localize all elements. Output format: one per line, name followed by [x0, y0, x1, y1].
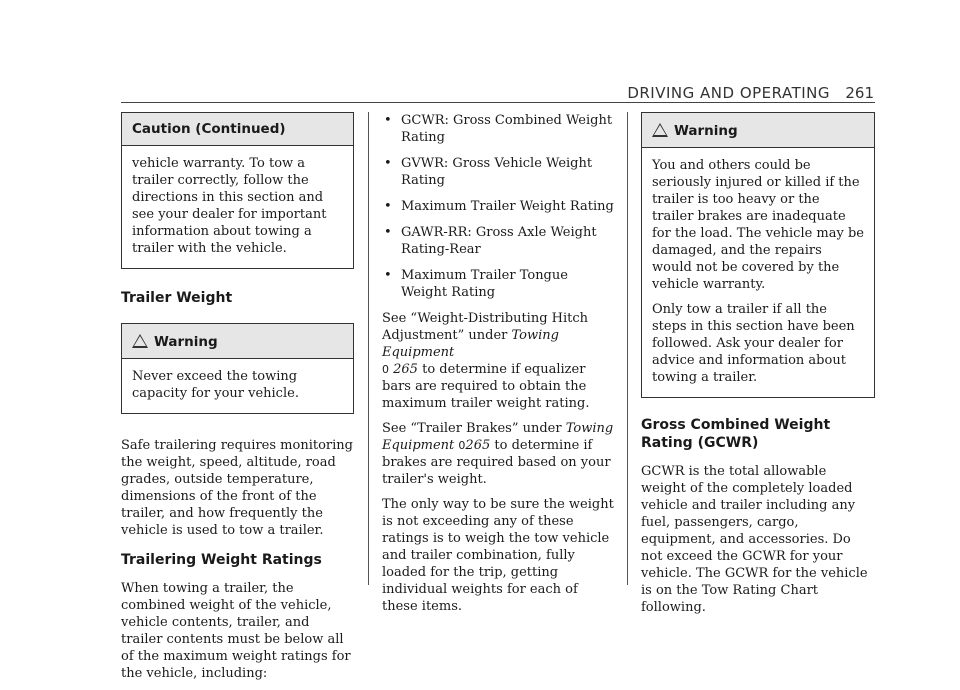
page-reference[interactable]: 265 — [393, 362, 418, 377]
column-divider — [368, 112, 369, 585]
column-divider — [627, 112, 628, 585]
header-rule — [121, 102, 875, 103]
page-ref-arrow-icon: 0 — [382, 363, 389, 376]
warning-box — [641, 112, 875, 398]
warning-text: Never exceed the towing capacity for your vehicle. — [132, 369, 299, 401]
cross-reference-link[interactable]: Towing Equipment — [382, 328, 559, 360]
paragraph: When towing a trailer, the combined weight of the vehicle, vehicle contents, trailer, and trailer contents must be below all of the maximum weight ratings for the vehicle, including: — [121, 581, 351, 681]
list-item: • GAWR-RR: Gross Axle Weight Rating-Rear — [382, 224, 614, 258]
cross-reference-link[interactable]: Towing Equipment — [382, 421, 614, 453]
weight-ratings-list — [382, 112, 614, 301]
warning-text: Only tow a trailer if all the steps in this section have been followed. Ask your dealer for advice and information about towing a trailer. — [652, 302, 855, 385]
caution-text: vehicle warranty. To tow a trailer correctly, follow the directions in this section and see your dealer for important information about towing a trailer with the vehicle. — [132, 156, 327, 256]
warning-title: Warning — [674, 123, 738, 139]
page-number: 261 — [845, 84, 874, 102]
warning-header — [122, 324, 353, 359]
list-item: • GVWR: Gross Vehicle Weight Rating — [382, 155, 614, 189]
paragraph: GCWR is the total allowable weight of the completely loaded vehicle and trailer including any fuel, passengers, cargo, equipment, and accessories. Do not exceed the GCWR for your vehicle. The GCWR for the vehicle is on the Tow Rating Chart following. — [641, 464, 868, 615]
column-2 — [382, 112, 614, 623]
page-ref-arrow-icon: 0 — [458, 439, 466, 452]
heading-gcwr: Gross Combined Weight Rating (GCWR) — [641, 417, 831, 451]
paragraph: Safe trailering requires monitoring the weight, speed, altitude, road grades, outside temperature, dimensions of the front of the trailer, and how frequently the vehicle is used to tow a trailer. — [121, 438, 353, 538]
caution-title: Caution (Continued) — [122, 113, 353, 146]
warning-header — [642, 113, 874, 148]
warning-icon — [132, 334, 148, 348]
heading-trailer-weight: Trailer Weight — [121, 290, 233, 306]
warning-box — [121, 323, 354, 414]
column-1 — [121, 112, 354, 690]
list-item: • Maximum Trailer Tongue Weight Rating — [382, 267, 614, 301]
caution-box — [121, 112, 354, 269]
warning-title: Warning — [154, 334, 218, 350]
list-item: • Maximum Trailer Weight Rating — [382, 198, 614, 215]
column-3 — [641, 112, 875, 624]
paragraph: The only way to be sure the weight is not exceeding any of these ratings is to weigh the tow vehicle and trailer combination, fully loaded for the trip, getting individual weights for each of these items. — [382, 497, 614, 614]
warning-text: You and others could be seriously injured or killed if the trailer is too heavy or the trailer brakes are inadequate for the load. The vehicle may be damaged, and the repairs would not be covered by the vehicle warranty. — [652, 158, 864, 292]
paragraph: See “Weight-Distributing Hitch Adjustment” under Towing Equipment 0 265 to determine if equalizer bars are required to obtain the maximum trailer weight rating. — [382, 311, 590, 411]
paragraph: See “Trailer Brakes” under Towing Equipment 0265 to determine if brakes are required based on your trailer's weight. — [382, 421, 614, 487]
page-reference[interactable]: 265 — [465, 438, 491, 453]
warning-icon — [652, 123, 668, 137]
list-item: • GCWR: Gross Combined Weight Rating — [382, 112, 614, 146]
section-title: DRIVING AND OPERATING — [627, 84, 830, 102]
heading-trailering-weight-ratings: Trailering Weight Ratings — [121, 552, 322, 568]
